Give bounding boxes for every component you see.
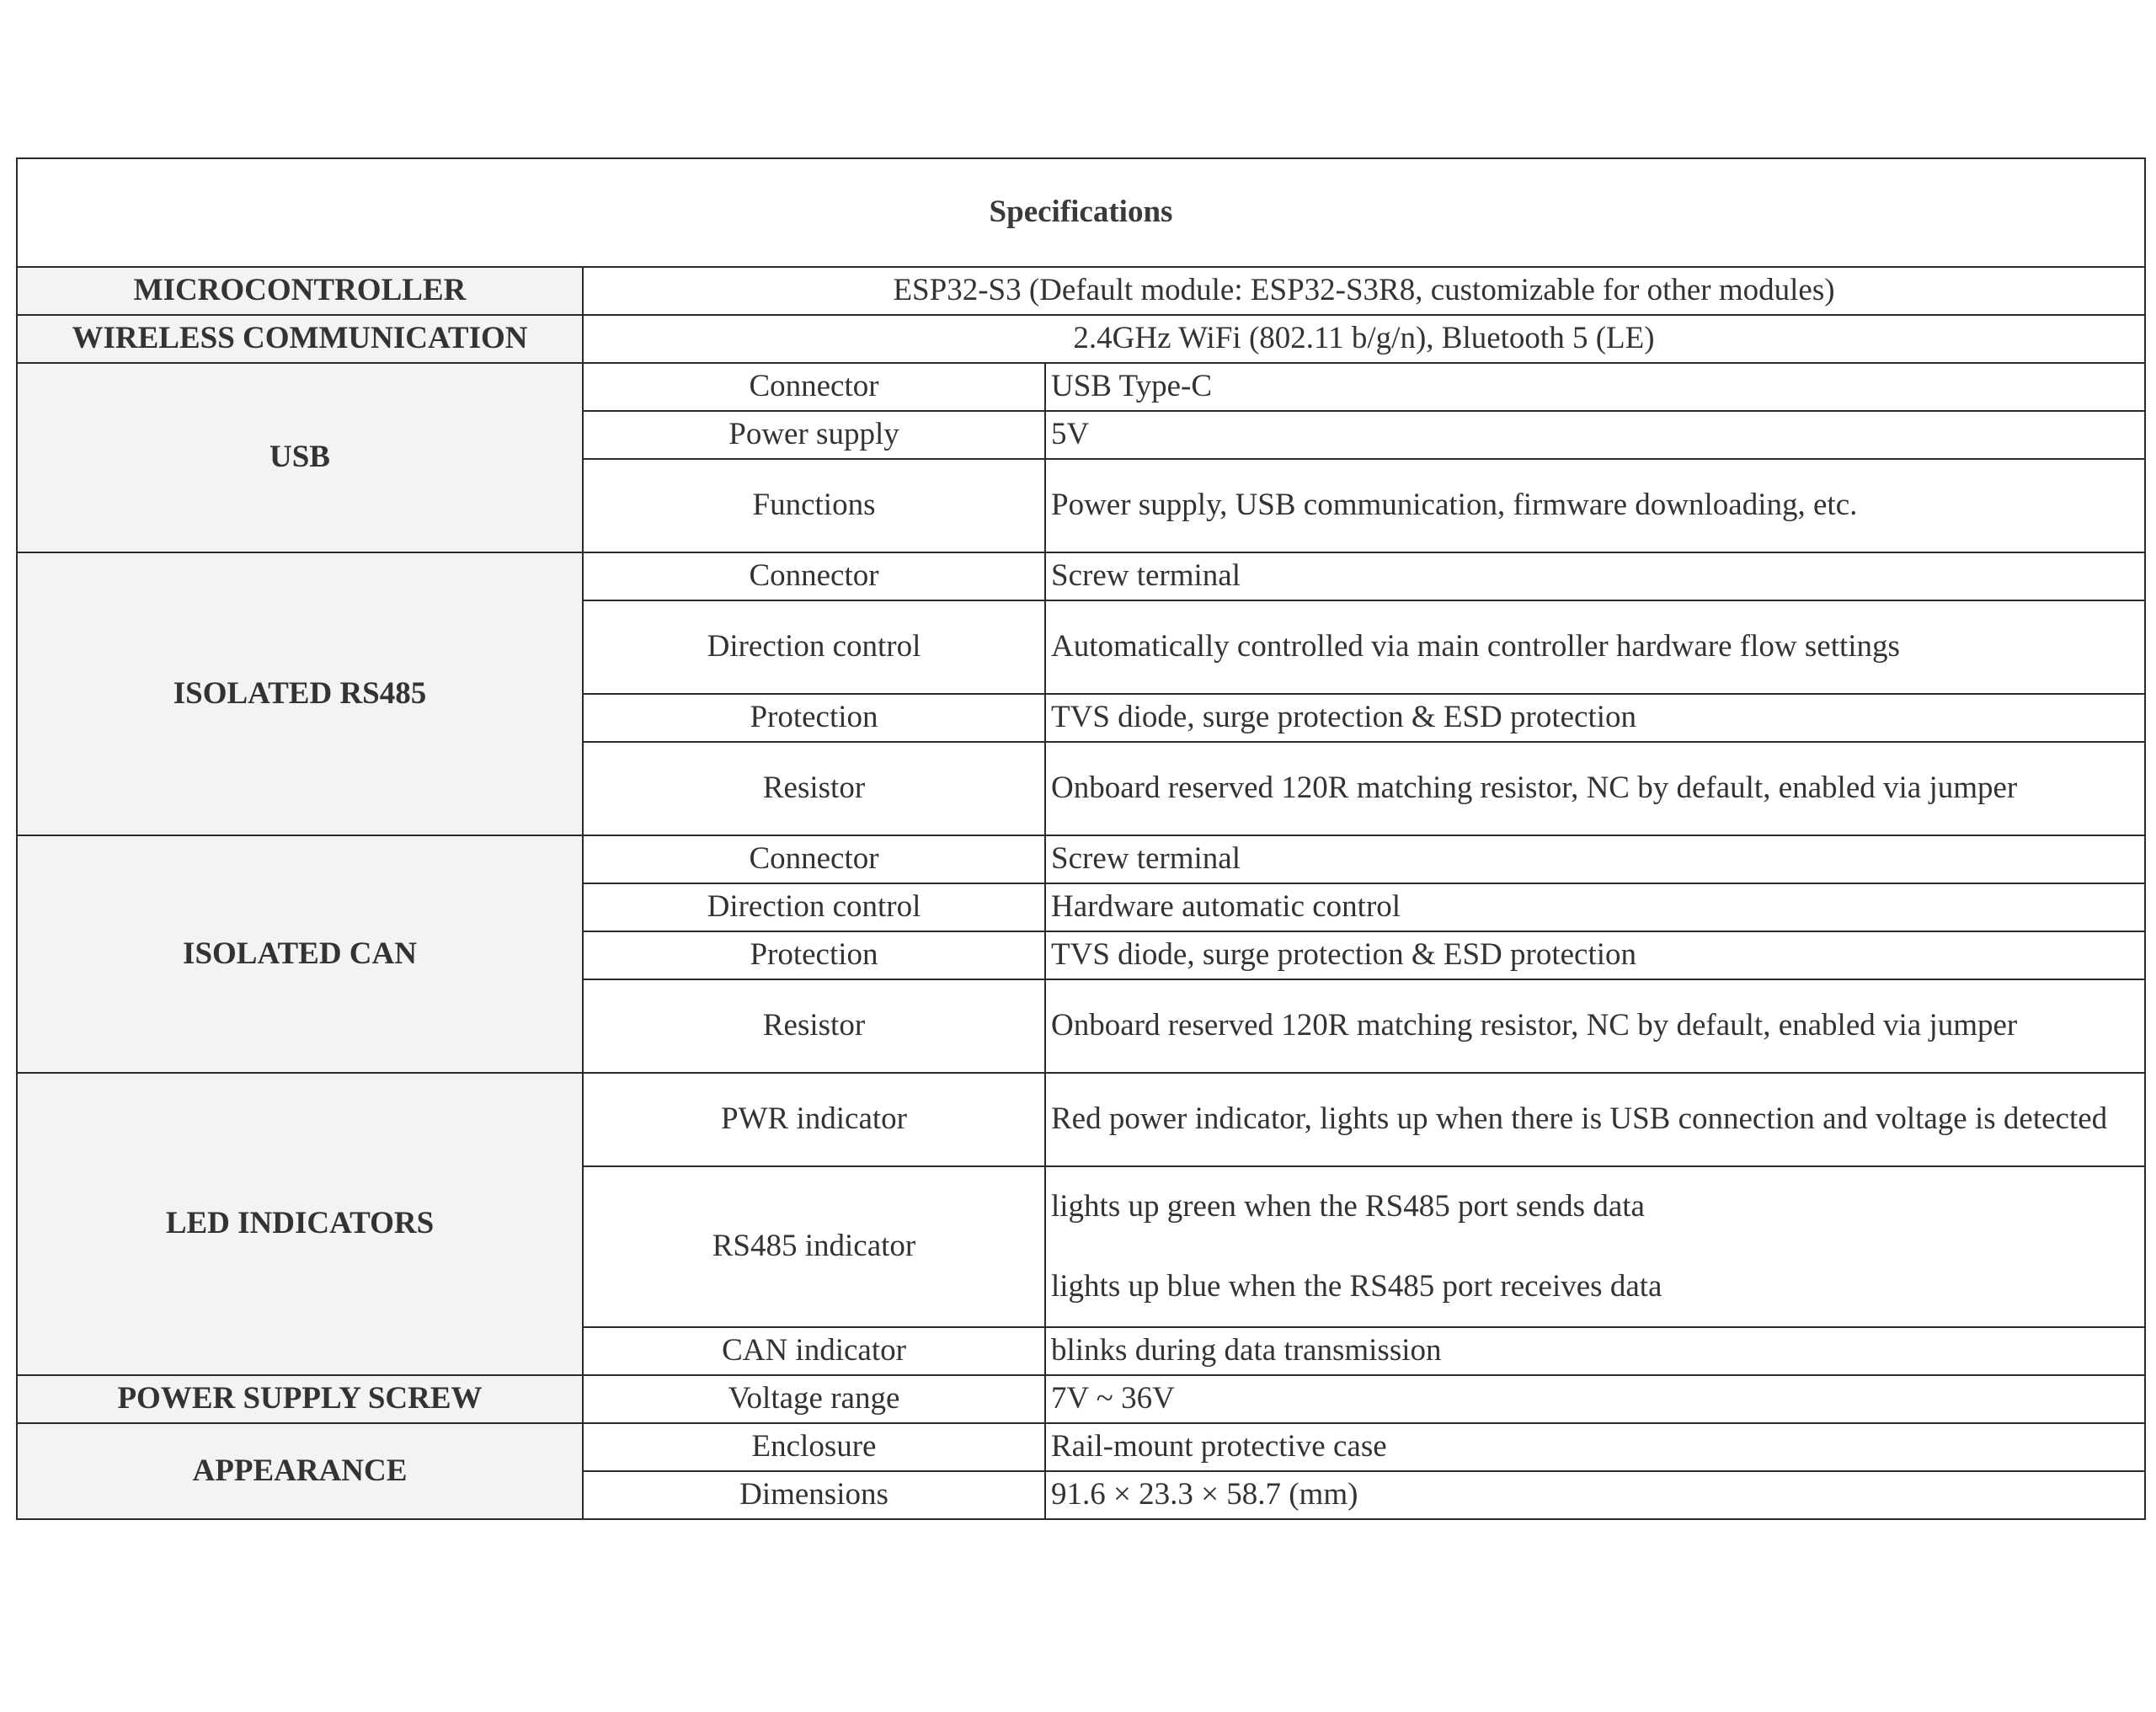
led-rs485-indicator-label: RS485 indicator — [583, 1166, 1045, 1327]
appearance-dimensions-label: Dimensions — [583, 1471, 1045, 1519]
table-row — [17, 552, 2145, 600]
led-can-indicator-label: CAN indicator — [583, 1327, 1045, 1375]
led-pwr-indicator-label: PWR indicator — [583, 1073, 1045, 1166]
appearance-enclosure-label: Enclosure — [583, 1423, 1045, 1471]
appearance-enclosure-value: Rail-mount protective case — [1045, 1423, 2145, 1471]
table-row — [17, 315, 2145, 363]
usb-power-supply-label: Power supply — [583, 411, 1045, 459]
led-rs485-indicator-value — [1045, 1166, 2145, 1327]
specifications-table — [16, 157, 2146, 1520]
value-microcontroller: ESP32-S3 (Default module: ESP32-S3R8, customizable for other modules) — [583, 267, 2145, 315]
led-can-indicator-value: blinks during data transmission — [1045, 1327, 2145, 1375]
usb-connector-value: USB Type-C — [1045, 363, 2145, 411]
category-power-supply-screw: POWER SUPPLY SCREW — [17, 1375, 583, 1423]
usb-power-supply-value: 5V — [1045, 411, 2145, 459]
usb-functions-label: Functions — [583, 459, 1045, 552]
rs485-resistor-label: Resistor — [583, 742, 1045, 835]
line-spacer — [1051, 1225, 2144, 1269]
led-rs485-indicator-value-line2: lights up blue when the RS485 port receives data — [1051, 1268, 1662, 1304]
category-appearance: APPEARANCE — [17, 1423, 583, 1519]
can-direction-control-label: Direction control — [583, 883, 1045, 931]
rs485-connector-value: Screw terminal — [1045, 552, 2145, 600]
category-isolated-can: ISOLATED CAN — [17, 835, 583, 1073]
title-row — [17, 158, 2145, 267]
rs485-protection-label: Protection — [583, 694, 1045, 742]
category-led-indicators: LED INDICATORS — [17, 1073, 583, 1375]
can-direction-control-value: Hardware automatic control — [1045, 883, 2145, 931]
usb-connector-label: Connector — [583, 363, 1045, 411]
table-row — [17, 1375, 2145, 1423]
rs485-connector-label: Connector — [583, 552, 1045, 600]
table-row — [17, 1423, 2145, 1471]
can-resistor-label: Resistor — [583, 979, 1045, 1073]
category-microcontroller: MICROCONTROLLER — [17, 267, 583, 315]
rs485-protection-value: TVS diode, surge protection & ESD protection — [1045, 694, 2145, 742]
led-rs485-indicator-value-line1: lights up green when the RS485 port sends data — [1051, 1188, 1645, 1224]
table-row — [17, 1073, 2145, 1166]
power-voltage-range-value: 7V ~ 36V — [1045, 1375, 2145, 1423]
can-protection-value: TVS diode, surge protection & ESD protection — [1045, 931, 2145, 979]
rs485-direction-control-value: Automatically controlled via main controller hardware flow settings — [1045, 600, 2145, 694]
table-row — [17, 363, 2145, 411]
can-resistor-value: Onboard reserved 120R matching resistor, NC by default, enabled via jumper — [1045, 979, 2145, 1073]
rs485-direction-control-label: Direction control — [583, 600, 1045, 694]
led-pwr-indicator-value: Red power indicator, lights up when there is USB connection and voltage is detected — [1045, 1073, 2145, 1166]
appearance-dimensions-value: 91.6 × 23.3 × 58.7 (mm) — [1045, 1471, 2145, 1519]
table-row — [17, 267, 2145, 315]
can-connector-label: Connector — [583, 835, 1045, 883]
category-isolated-rs485: ISOLATED RS485 — [17, 552, 583, 835]
usb-functions-value: Power supply, USB communication, firmware downloading, etc. — [1045, 459, 2145, 552]
table-title: Specifications — [17, 158, 2145, 267]
can-connector-value: Screw terminal — [1045, 835, 2145, 883]
value-wireless-communication: 2.4GHz WiFi (802.11 b/g/n), Bluetooth 5 (LE) — [583, 315, 2145, 363]
table-row — [17, 835, 2145, 883]
rs485-resistor-value: Onboard reserved 120R matching resistor, NC by default, enabled via jumper — [1045, 742, 2145, 835]
category-wireless-communication: WIRELESS COMMUNICATION — [17, 315, 583, 363]
can-protection-label: Protection — [583, 931, 1045, 979]
category-usb: USB — [17, 363, 583, 552]
power-voltage-range-label: Voltage range — [583, 1375, 1045, 1423]
